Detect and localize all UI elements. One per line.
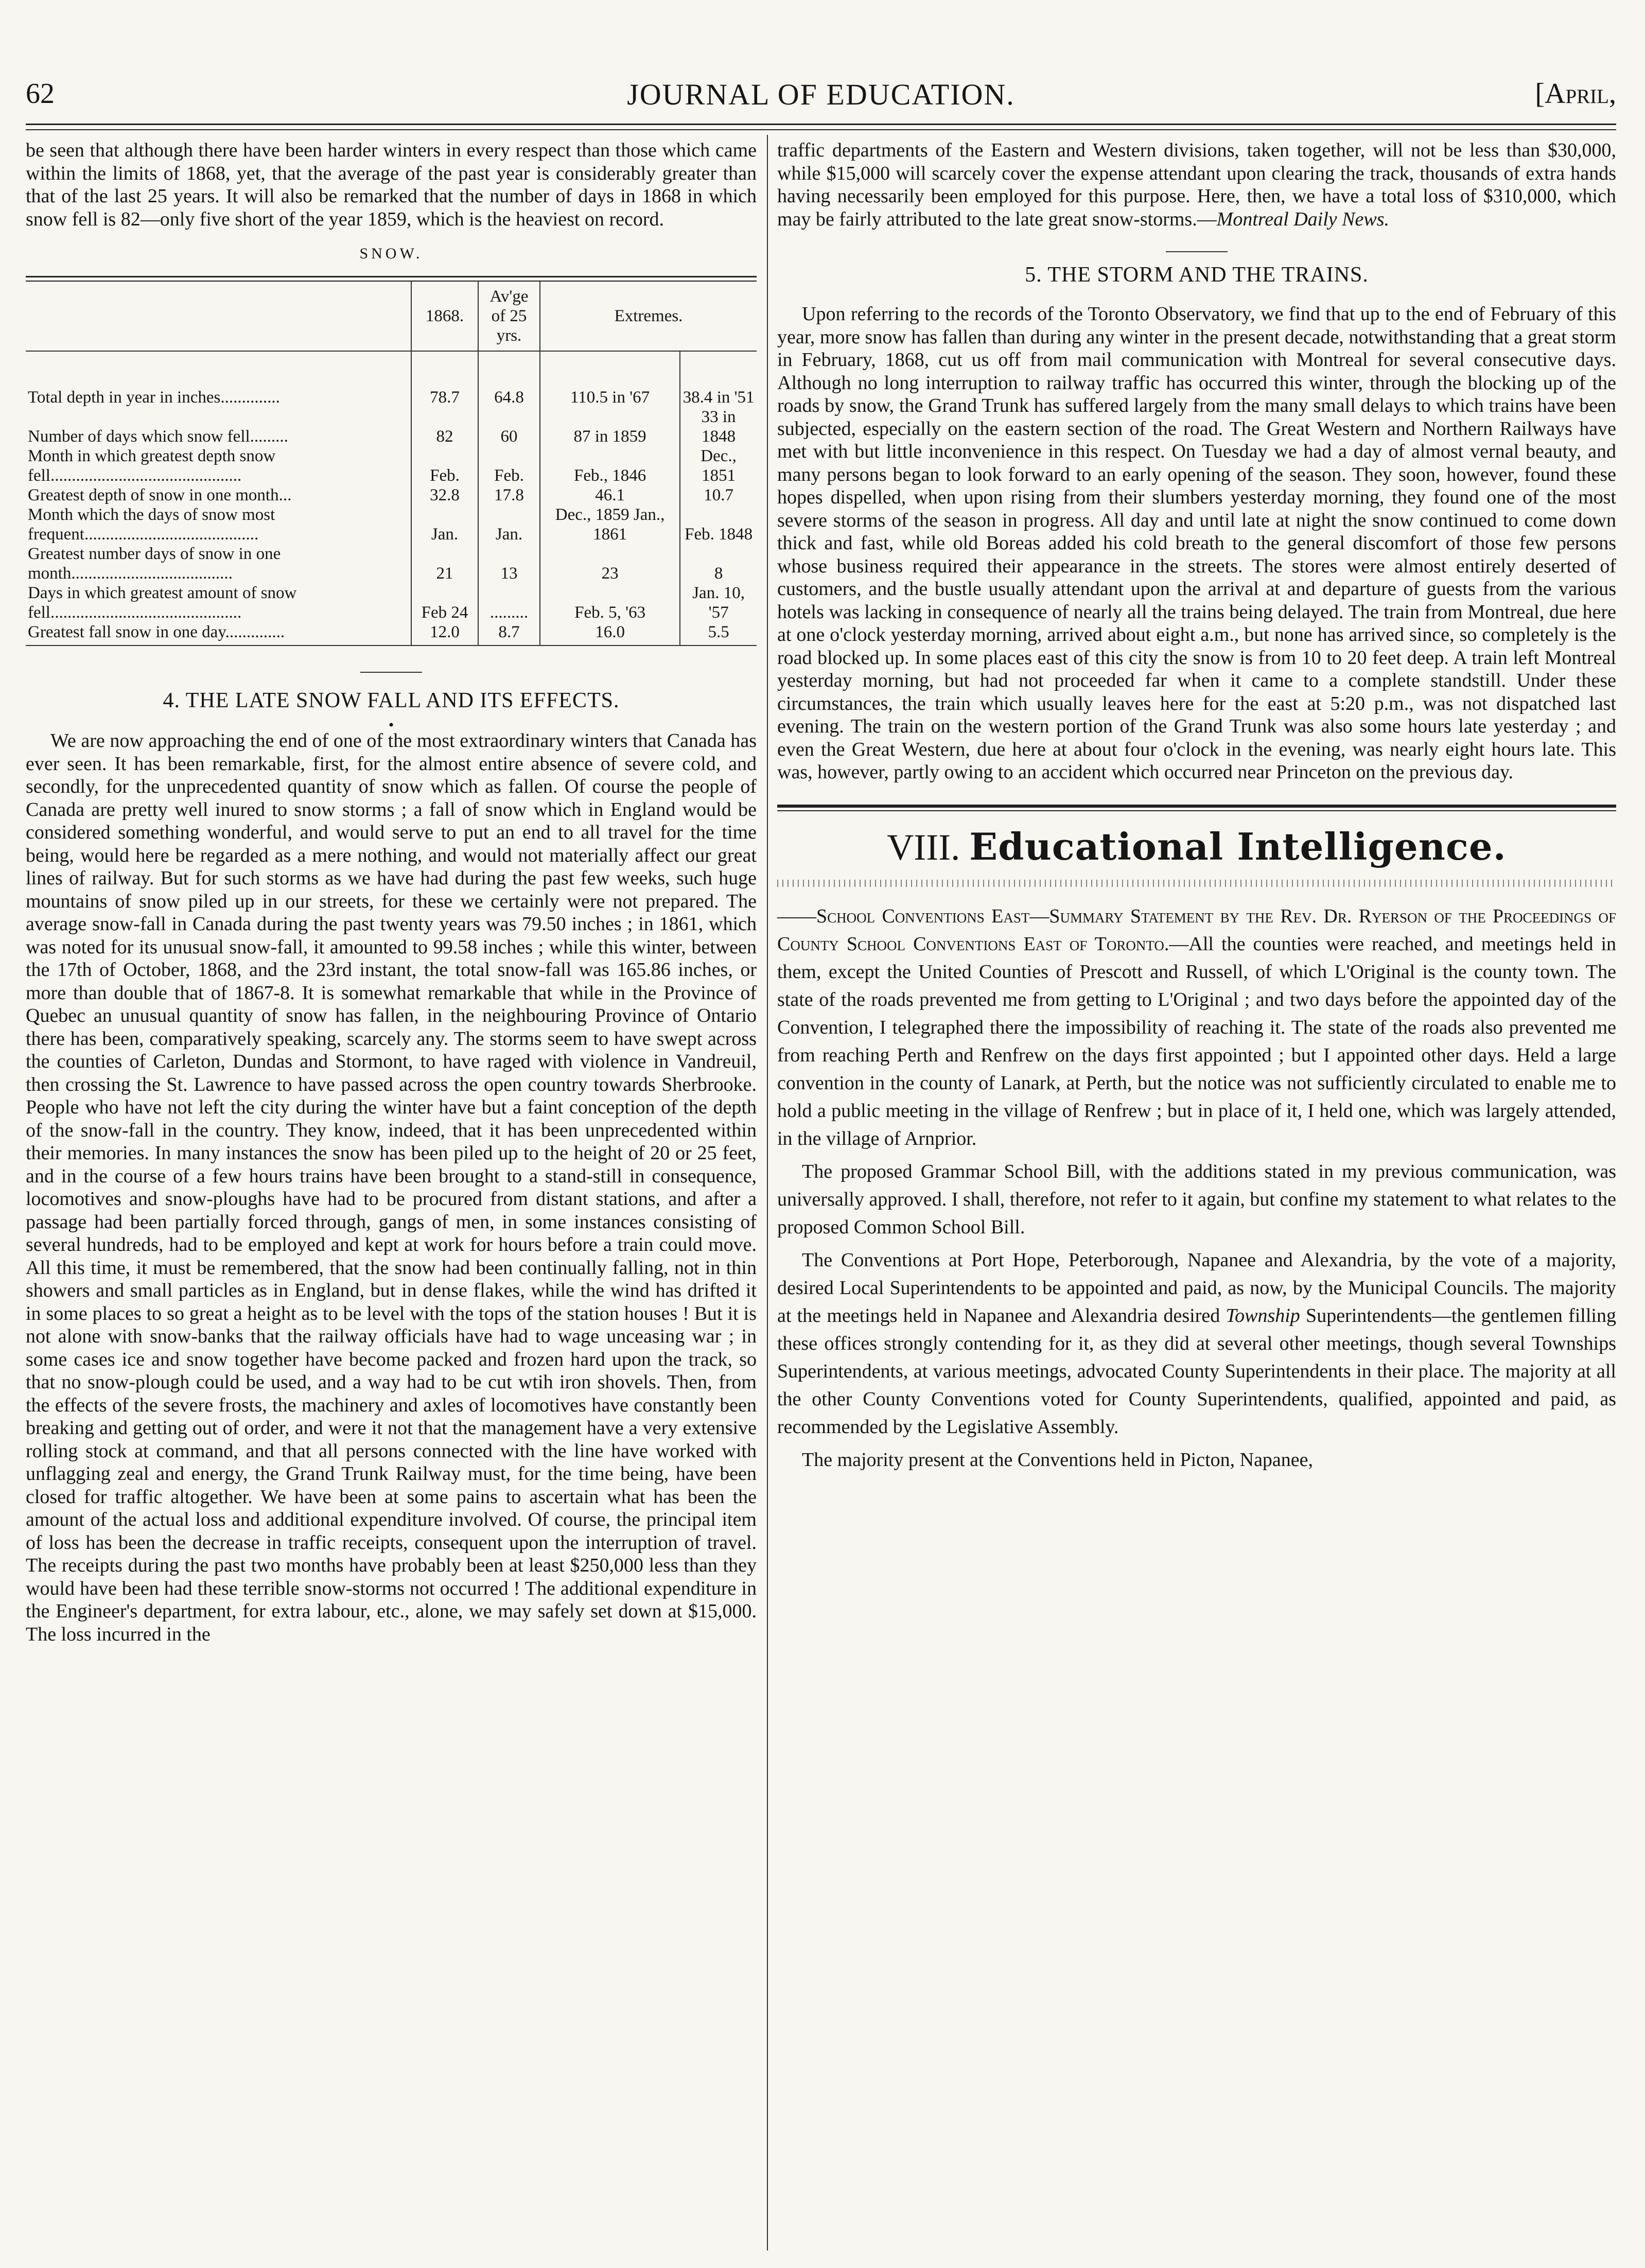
section-5-body: Upon referring to the records of the Toronto Observatory, we find that up to the end of February of this year, more snow has fallen than during any winter in the present decade, notwithstanding that a great storm in February, 1868, cut us off from mail communication with Montreal for several consecutive days. Although no long interruption to railway traffic has occurred this winter, through the blocking up of the roads by snow, the Grand Trunk has suffered largely from the many small delays to which trains have been subjected, especially on the eastern section of the road. The Great Western and Northern Railways have met with but little inconvenience in this respect. On Tuesday we had a day of almost vernal beauty, and many persons began to look forward to an early opening of the season. They soon, however, found these hopes dispelled, when upon rising from their slumbers yesterday morning, they found one of the most severe storms of the season in progress. All day and until late at night the snow continued to come down thick and fast, while old Boreas added his cold breath to the general discomfort of those few persons whose business required their appearance in the streets. The stores were almost entirely deserted of customers, and the bustle usually attendant upon the arrival at and departure of guests from the various hotels was lacking in consequence of nearly all the trains being delayed. The train from Montreal, due here at one o'clock yesterday morning, arrived about eight a.m., but none has arrived since, so completely is the road blocked up. In some places east of this city the snow is from 10 to 20 feet deep. A train left Montreal yesterday morning, but had not proceeded far when it came to a complete standstill. Under these circumstances, the train which usually leaves here for the east at 5:20 p.m., was not dispatched last evening. The train on the western portion of the Grand Trunk was also some hours late yesterday ; and even the Great Western, due here at about four o'clock in the evening, was nearly eight hours late. This was, however, partly owing to an accident which occurred near Princeton on the previous day. bbox=[777, 303, 1616, 783]
cell-extreme-high: 110.5 in '67 bbox=[540, 388, 680, 407]
section-5-title: 5. THE STORM AND THE TRAINS. bbox=[1025, 263, 1369, 287]
cell-extreme-low: 38.4 in '51 bbox=[680, 388, 757, 407]
table-row bbox=[26, 388, 757, 407]
table-caption: SNOW. bbox=[359, 245, 423, 262]
cell-average: Feb. bbox=[478, 446, 540, 485]
continuation-text: traffic departments of the Eastern and Western divisions, taken together, will not be less than $30,000, while $15,000 will scarcely cover the expense attendant upon clearing the track, thousands of extra hands having necessarily been employed for this purpose. Here, then, we have a total loss of $310,000, which may be fairly attributed to the late great snow-storms.— bbox=[777, 139, 1616, 230]
row-label: Month in which greatest depth snow fell............................................. bbox=[28, 447, 276, 485]
cell-average: Jan. bbox=[478, 505, 540, 544]
table-row bbox=[26, 485, 757, 505]
section-viii-numeral: VIII. bbox=[887, 826, 960, 868]
cell-extreme-high: 87 in 1859 bbox=[540, 407, 680, 446]
row-label: Number of days which snow fell......... bbox=[28, 427, 288, 446]
continuation-source: Montreal Daily News. bbox=[1216, 208, 1389, 230]
cell-extreme-high: Feb. 5, '63 bbox=[540, 583, 680, 622]
convention-paragraph-1 bbox=[777, 902, 1616, 1153]
cell-average: 8.7 bbox=[478, 622, 540, 645]
cell-average: 60 bbox=[478, 407, 540, 446]
table-row bbox=[26, 446, 757, 485]
section-4-body: We are now approaching the end of one of the most extraordinary winters that Canada has ever seen. It has been remarkable, first, for the almost entire absence of severe cold, and secondly, for the unprecedented quantity of snow which as fallen. Of course the people of Canada are pretty well inured to snow storms ; a fall of snow which in England would be considered something wonderful, and would serve to put an end to all travel for the time being, would here be regarded as a mere nothing, and would not materially affect our great lines of railway. But for such storms as we have had during the past few weeks, such huge mountains of snow piled up in our streets, for these we certainly were not prepared. The average snow-fall in Canada during the past twenty years was 79.50 inches ; in 1861, which was noted for its unusual snow-fall, it amounted to 99.58 inches ; while this winter, between the 17th of October, 1868, and the 23rd instant, the total snow-fall was 165.86 inches, or more than double that of 1867-8. It is somewhat remarkable that while in the Province of Quebec an unusual quantity of snow has fallen, in the neighbouring Province of Ontario there has been, comparatively speaking, scarcely any. The storms seem to have swept across the counties of Carleton, Dundas and Stormont, to have raged with violence in Vandreuil, then crossing the St. Lawrence to have passed across the open country towards Sherbrooke. People who have not left the city during the winter have but a faint conception of the depth of the snow-fall in the country. They know, indeed, that it has been unprecedented within their memories. In many instances the snow has been piled up to the height of 20 or 25 feet, and in the course of a few hours trains have been brought to a stand-still in consequence, locomotives and snow-ploughs have had to be procured from distant stations, and after a passage had been partially forced through, gangs of men, in some instances consisting of several hundreds, had to be employed and kept at work for hours before a train could move. All this time, it must be remembered, that the snow had been continually falling, not in thin showers and small particles as in England, but in dense flakes, while the wind has drifted it in some places to so great a height as to be level with the tops of the station houses ! But it is not alone with snow-banks that the railway officials have had to wage unceasing war ; in some cases ice and snow together have become packed and frozen hard upon the track, so that no snow-plough could be used, and a way had to be cut wtih iron shovels. Then, from the effects of the severe frosts, the machinery and axles of locomotives have constantly been breaking and getting out of order, and were it not that the management have a very extensive rolling stock at command, and that all persons connected with the line have worked with unflagging zeal and energy, the Grand Trunk Railway must, for the time being, have been closed for traffic altogether. We have been at some pains to ascertain what has been the amount of the actual loss and additional expenditure involved. Of course, the principal item of loss has been the decrease in traffic receipts, consequent upon the interruption of travel. The receipts during the past two months have probably been at least $250,000 less than they would have been had these terrible snow-storms not occurred ! The additional expenditure in the Engineer's department, for extra labour, etc., alone, we may safely set down at $15,000. The loss incurred in the bbox=[26, 730, 757, 1645]
table-header-row bbox=[26, 282, 757, 351]
cell-extreme-low: Feb. 1848 bbox=[680, 505, 757, 544]
convention-text-3-italic: Township bbox=[1226, 1304, 1300, 1327]
cell-1868: Jan. bbox=[411, 505, 478, 544]
table-row bbox=[26, 544, 757, 583]
table-top-rule bbox=[26, 276, 757, 282]
section-4-title: 4. THE LATE SNOW FALL AND ITS EFFECTS. bbox=[163, 689, 620, 712]
cell-1868: 82 bbox=[411, 407, 478, 446]
page-number: 62 bbox=[26, 78, 55, 110]
section-viii-title: Educational Intelligence. bbox=[969, 824, 1507, 868]
section-separator bbox=[360, 672, 422, 673]
convention-paragraph-4: The majority present at the Conventions held in Picton, Napanee, bbox=[802, 1449, 1314, 1471]
cell-1868: 12.0 bbox=[411, 622, 478, 645]
table-header-average: Av'ge of 25 yrs. bbox=[478, 282, 540, 351]
left-column bbox=[26, 139, 757, 1646]
journal-title: JOURNAL OF EDUCATION. bbox=[627, 78, 1015, 111]
cell-extreme-low: 5.5 bbox=[680, 622, 757, 645]
row-label: Month which the days of snow most frequent......................................... bbox=[28, 505, 275, 544]
cell-extreme-low: Dec., 1851 bbox=[680, 446, 757, 485]
convention-text-1: All the counties were reached, and meetings held in them, except the United Counties of Prescott and Russell, of which L'Original is the county town. The state of the roads prevented me from getting to L'Original ; and two days before the appointed day of the Convention, I telegraphed there the impossibility of reaching it. The state of the roads also prevented me from reaching Perth and Renfrew on the days first appointed ; but I appointed other days. Held a large convention in the county of Lanark, at Perth, but the notice was not sufficiently circulated to enable me to hold a public meeting in the village of Renfrew ; but in place of it, I held one, which was largely attended, in the village of Arnprior. bbox=[777, 933, 1617, 1149]
row-label: Total depth in year in inches.............. bbox=[28, 388, 280, 407]
wavy-divider bbox=[777, 880, 1616, 887]
page-header bbox=[26, 77, 1616, 113]
table-row bbox=[26, 622, 757, 645]
ornament-dot: • bbox=[388, 717, 394, 734]
cell-extreme-low: 33 in 1848 bbox=[680, 407, 757, 446]
section-viii-rule bbox=[777, 805, 1616, 811]
cell-1868: Feb. bbox=[411, 446, 478, 485]
convention-heading: ——School Conventions East—Summary Statement by the Rev. Dr. Ryerson of the Proceedings of County School Conventions East of Toronto.— bbox=[777, 905, 1616, 955]
cell-extreme-low: 10.7 bbox=[680, 485, 757, 505]
right-column bbox=[777, 139, 1616, 1479]
cell-1868: 78.7 bbox=[411, 388, 478, 407]
row-label: Days in which greatest amount of snow fell............................................. bbox=[28, 584, 297, 622]
table-row bbox=[26, 407, 757, 446]
cell-1868: 32.8 bbox=[411, 485, 478, 505]
table-row bbox=[26, 583, 757, 622]
cell-average: 13 bbox=[478, 544, 540, 583]
cell-average: 17.8 bbox=[478, 485, 540, 505]
header-rule bbox=[26, 124, 1616, 130]
column-divider bbox=[767, 135, 768, 2250]
cell-extreme-high: 46.1 bbox=[540, 485, 680, 505]
issue-month: [April, bbox=[1535, 78, 1616, 110]
row-label: Greatest number days of snow in one month...................................... bbox=[28, 545, 281, 583]
convention-text-3a: The Conventions at Port Hope, Peterborough, Napanee and Alexandria, by the vote of a majority, desired Local Superintendents to be appointed and paid, as now, by the Municipal Councils. The majority at the meetings held in Napanee and Alexandria desired bbox=[777, 1249, 1616, 1327]
table-header-blank bbox=[26, 282, 411, 351]
snow-table bbox=[26, 282, 757, 646]
convention-paragraph-2: The proposed Grammar School Bill, with the additions stated in my previous communication, was universally approved. I shall, therefore, not refer to it again, but confine my statement to what relates to the proposed Common School Bill. bbox=[777, 1160, 1616, 1238]
section-viii-heading bbox=[777, 824, 1616, 870]
cell-extreme-low: Jan. 10, '57 bbox=[680, 583, 757, 622]
cell-average: 64.8 bbox=[478, 388, 540, 407]
table-header-1868: 1868. bbox=[411, 282, 478, 351]
cell-extreme-high: 23 bbox=[540, 544, 680, 583]
intro-paragraph: be seen that although there have been harder winters in every respect than those which came within the limits of 1868, yet, that the average of the past year is considerably greater than that of the last 25 years. It will also be remarked that the number of days in 1868 in which snow fell is 82—only five short of the year 1859, which is the heaviest on record. bbox=[26, 139, 757, 230]
cell-extreme-low: 8 bbox=[680, 544, 757, 583]
table-header-extremes: Extremes. bbox=[540, 282, 757, 351]
cell-1868: 21 bbox=[411, 544, 478, 583]
cell-extreme-high: Dec., 1859 Jan., 1861 bbox=[540, 505, 680, 544]
cell-average: ......... bbox=[478, 583, 540, 622]
row-label: Greatest fall snow in one day.............. bbox=[26, 622, 411, 645]
section-separator bbox=[1166, 251, 1228, 252]
convention-paragraph-3 bbox=[777, 1246, 1616, 1441]
cell-1868: Feb 24 bbox=[411, 583, 478, 622]
continuation-paragraph bbox=[777, 139, 1616, 231]
row-label: Greatest depth of snow in one month... bbox=[28, 486, 292, 504]
cell-extreme-high: 16.0 bbox=[540, 622, 680, 645]
table-row bbox=[26, 505, 757, 544]
convention-text-3b: Superintendents—the gentlemen filling these offices strongly contending for it, as they did at several other meetings, though several Townships Superintendents, at various meetings, advocated County Superintendents in their place. The majority at all the other County Conventions voted for County Superintendents, qualified, appointed and paid, as recommended by the Legislative Assembly. bbox=[777, 1304, 1616, 1438]
cell-extreme-high: Feb., 1846 bbox=[540, 446, 680, 485]
